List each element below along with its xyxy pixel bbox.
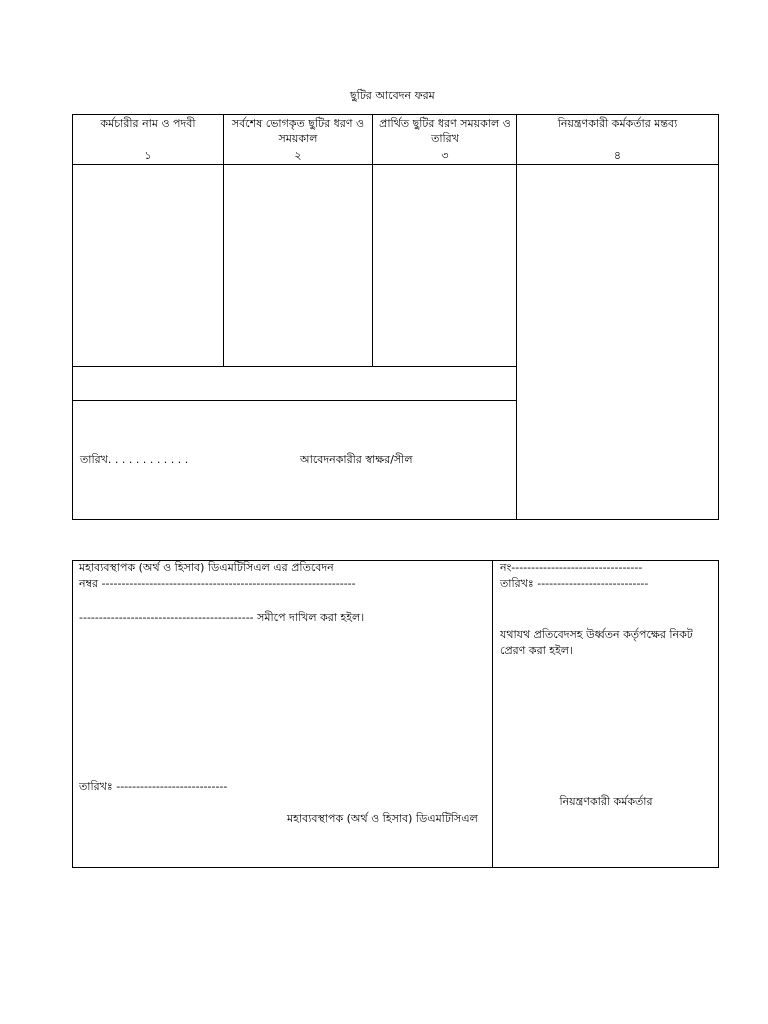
forward-number-field: নং--------------------------------- [500,561,643,574]
applicant-signature-label: আবেদনকারীর স্বাক্ষর/সীল [300,453,413,466]
column-header-last-leave: সর্বশেষ ভোগকৃত ছুটির ধরণ ও সময়কাল [231,117,365,145]
column-header-controller-remarks: নিয়ন্ত্রণকারী কর্মকর্তার মন্তব্য [557,117,678,130]
column-number-1: ১ [144,149,152,162]
forward-date-field: তারিখঃ ---------------------------- [500,577,649,590]
column-header-employee: কর্মচারীর নাম ও পদবী [100,117,196,130]
form-title: ছুটির আবেদন ফরম [350,89,435,102]
report-number-field: নম্বর ---------------------------------------------------------------- [79,577,356,590]
report-box [0,540,768,880]
report-signatory: মহাব্যবস্থাপক (অর্থ ও হিসাব) ডিএমটিসিএল [287,812,478,825]
column-header-requested-leave: প্রার্থিত ছুটির ধরণ সময়কাল ও তারিখ [379,117,511,145]
controller-signatory: নিয়ন্ত্রণকারী কর্মকর্তার [559,795,653,808]
report-submitted-line: -------------------------------------------- সমীপে দাখিল করা হইল। [79,611,365,624]
report-date-field: তারিখঃ ---------------------------- [79,780,228,793]
report-heading: মহাব্যবস্থাপক (অর্থ ও হিসাব) ডিএমটিসিএল এর প্রতিবেদন [79,561,334,574]
column-number-2: ২ [294,149,302,162]
application-date-field: তারিখ. . . . . . . . . . . . [80,453,189,466]
forward-text: যথাযথ প্রতিবেদসহ উর্ধ্বতন কর্তৃপক্ষের নিকট প্রেরণ করা হইল। [500,628,693,657]
column-number-4: ৪ [613,149,622,162]
column-number-3: ৩ [441,149,449,162]
